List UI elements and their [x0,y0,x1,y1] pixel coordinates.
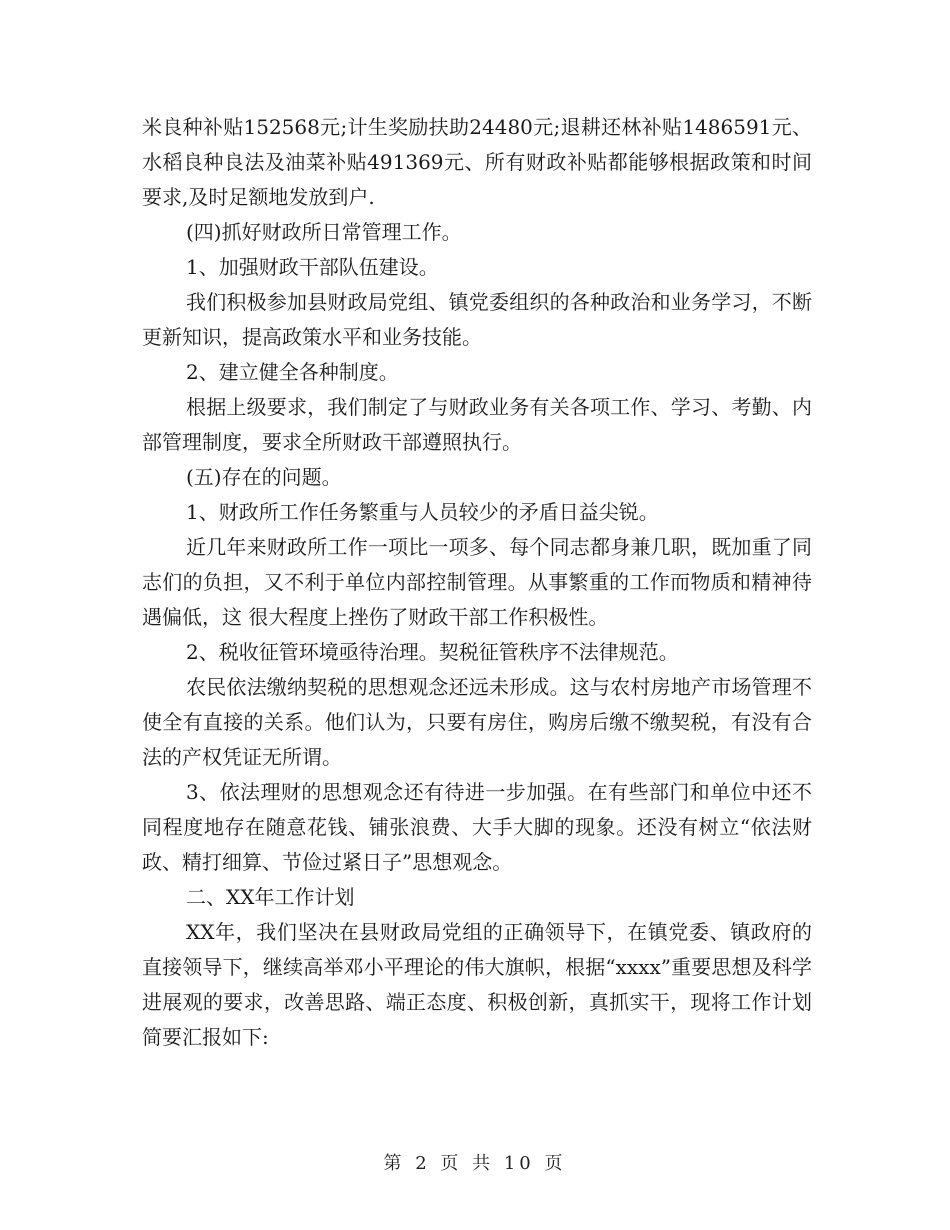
paragraph: 我们积极参加县财政局党组、镇党委组织的各种政治和业务学习，不断更新知识，提高政策水平和业务技能。 [142,290,812,349]
paragraph: (四)抓好财政所日常管理工作。 [186,220,462,244]
paragraph: XX年，我们坚决在县财政局党组的正确领导下，在镇党委、镇政府的直接领导下，继续高举邓小平理论的伟大旗帜，根据“xxxx”重要思想及科学进展观的要求，改善思路、端正态度、积极创新，真抓实干，现将工作计划简要汇报如下: [142,920,812,1049]
paragraph: 农民依法缴纳契税的思想观念还远未形成。这与农村房地产市场管理不使全有直接的关系。他们认为，只要有房住，购房后缴不缴契税，有没有合法的产权凭证无所谓。 [142,675,812,769]
paragraph: (五)存在的问题。 [186,465,342,489]
document-body [142,110,812,1055]
paragraph: 3、依法理财的思想观念还有待进一步加强。在有些部门和单位中还不同程度地存在随意花钱、铺张浪费、大手大脚的现象。还没有树立“依法财政、精打细算、节俭过紧日子”思想观念。 [142,780,812,874]
paragraph: 2、税收征管环境亟待治理。契税征管秩序不法律规范。 [186,640,679,664]
page-footer: 第 2 页 共 10 页 [383,1153,567,1174]
paragraph: 根据上级要求，我们制定了与财政业务有关各项工作、学习、考勤、内部管理制度，要求全所财政干部遵照执行。 [142,395,812,454]
paragraph: 二、XX年工作计划 [186,885,355,909]
paragraph: 1、加强财政干部队伍建设。 [186,255,439,279]
paragraph: 1、财政所工作任务繁重与人员较少的矛盾日益尖锐。 [186,500,659,524]
paragraph: 2、建立健全各种制度。 [186,360,399,384]
paragraph: 近几年来财政所工作一项比一项多、每个同志都身兼几职，既加重了同志们的负担，又不利于单位内部控制管理。从事繁重的工作而物质和精神待遇偏低，这 很大程度上挫伤了财政干部工作积极性。 [142,535,812,629]
paragraph: 米良种补贴152568元;计生奖励扶助24480元;退耕还林补贴1486591元、水稻良种良法及油菜补贴491369元、所有财政补贴都能够根据政策和时间要求,及时足额地发放到户. [142,115,812,209]
